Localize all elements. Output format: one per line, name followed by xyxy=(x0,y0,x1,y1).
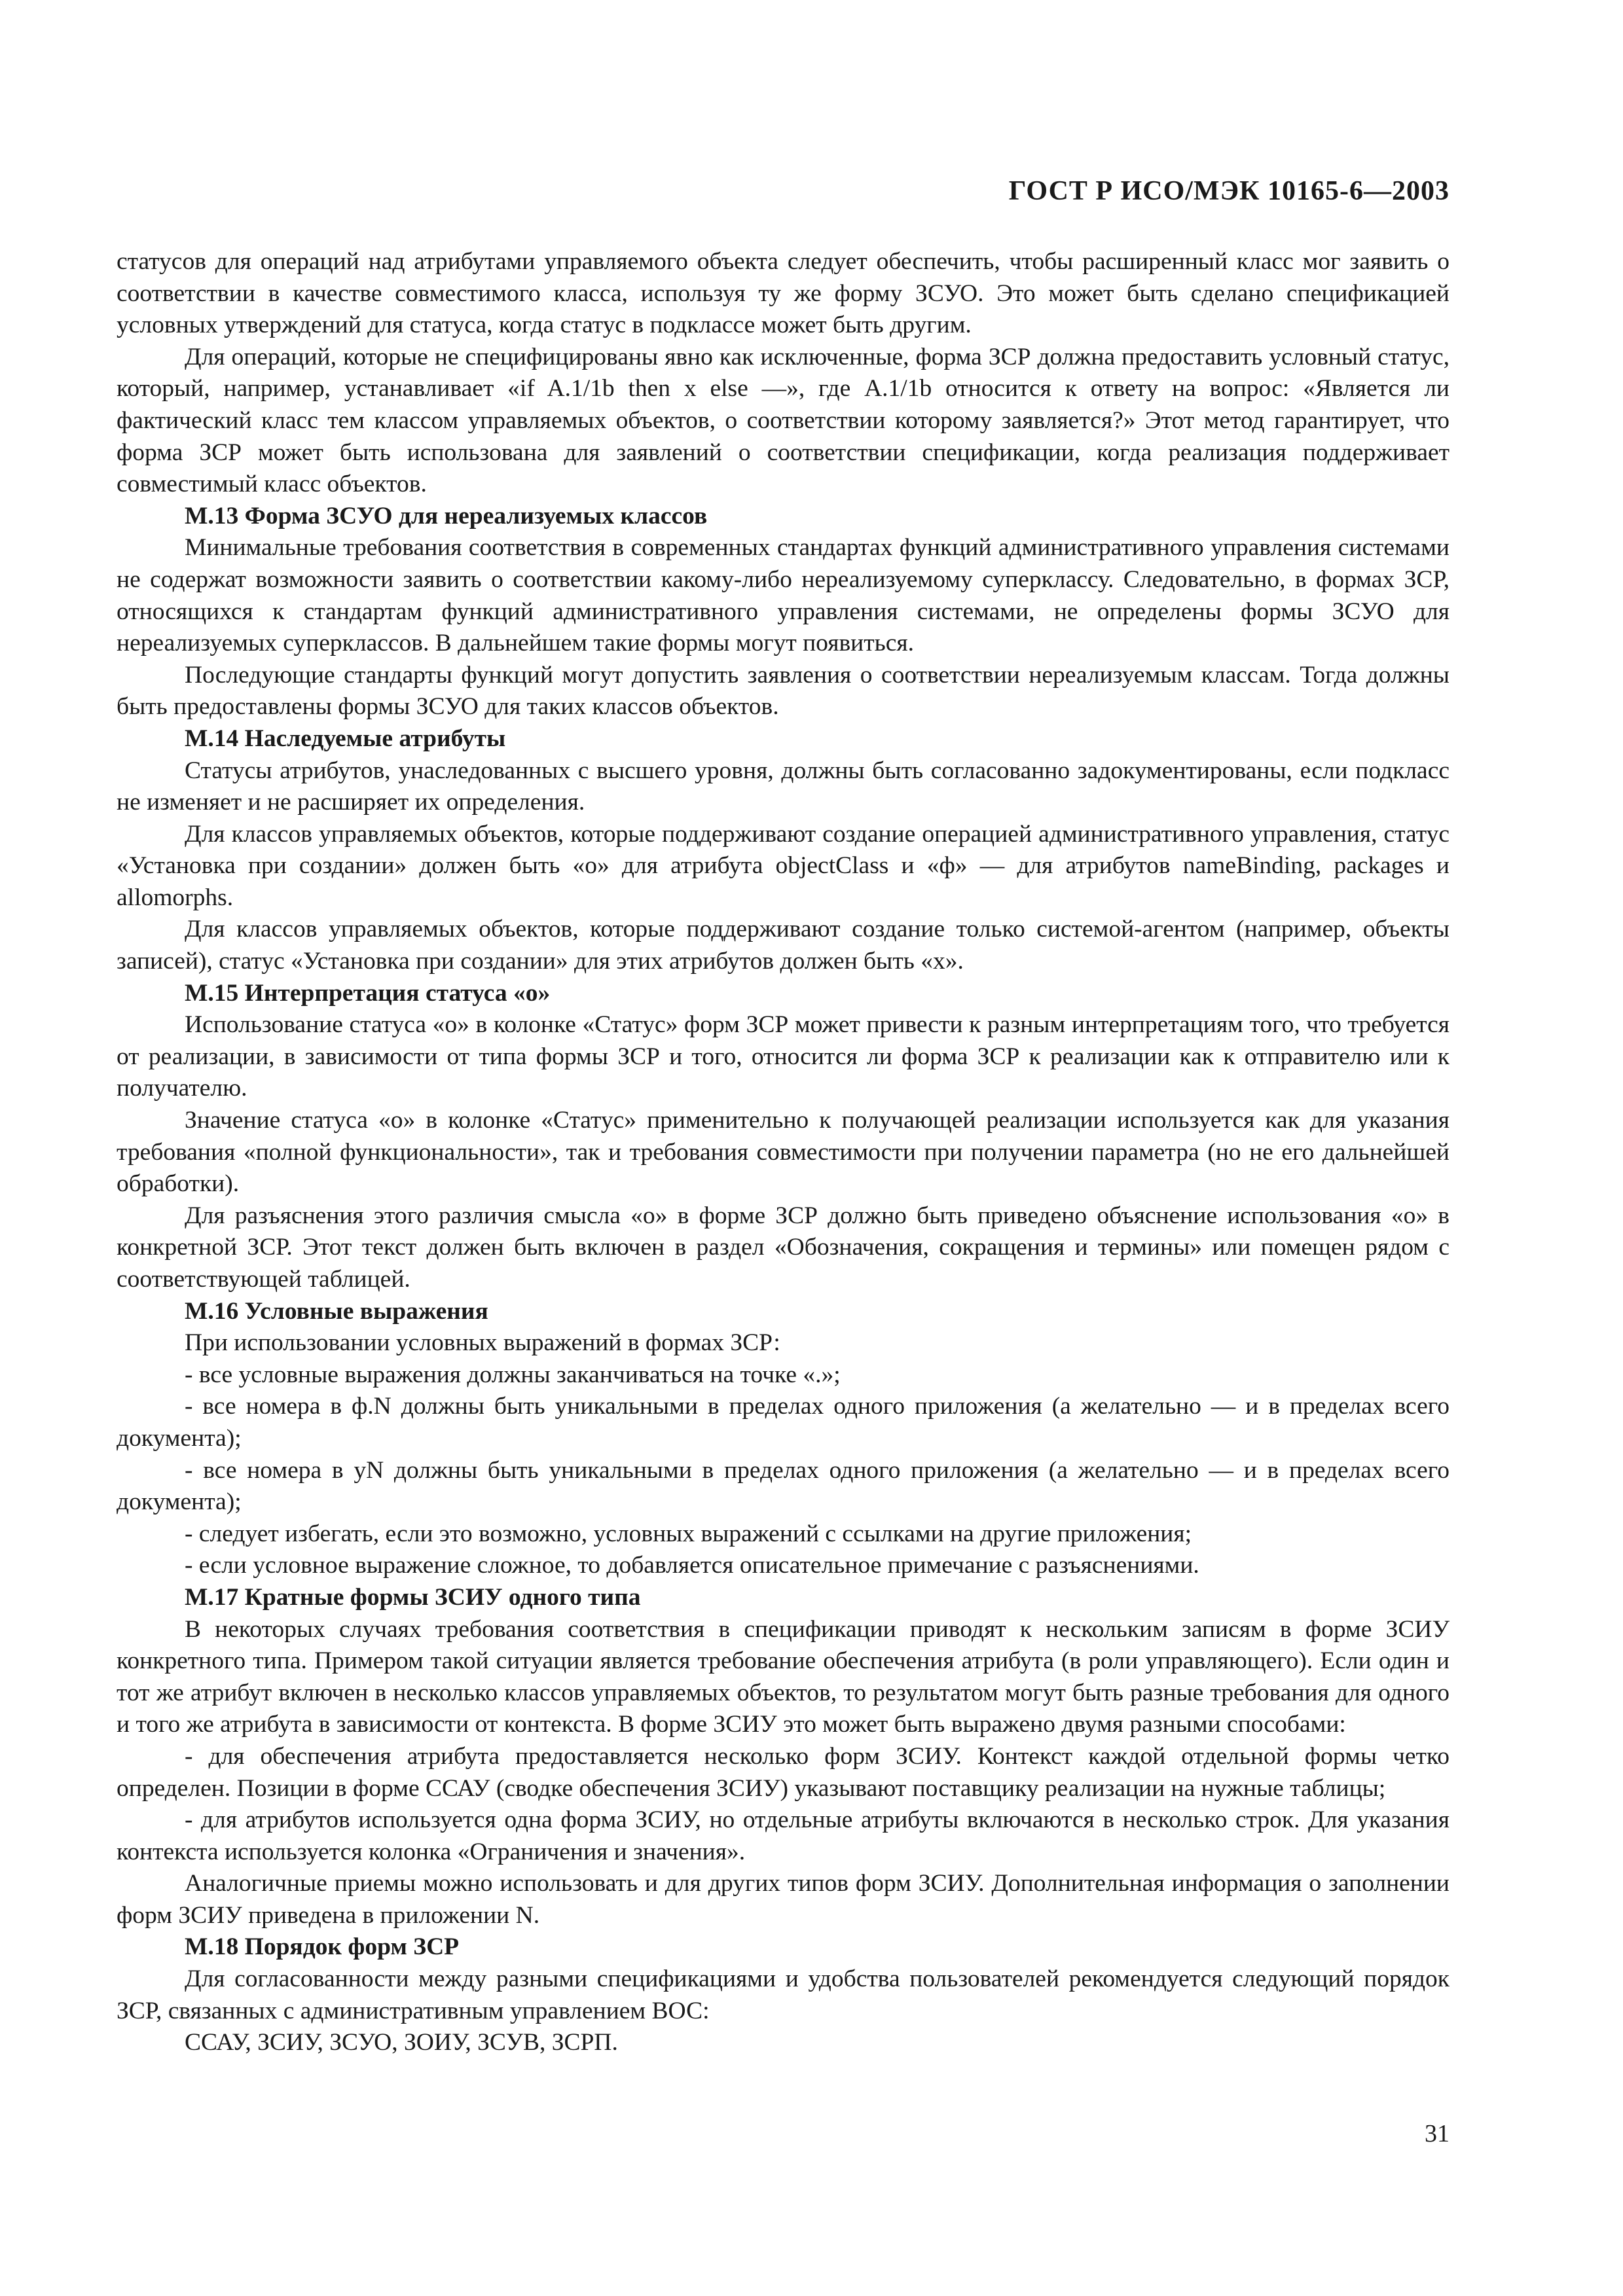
paragraph-continued: статусов для операций над атрибутами управляемого объекта следует обеспечить, чтобы расширенный класс мог заявить о соответствии в качестве совместимого класса, используя ту же форму ЗСУО. Это может быть сделано спецификацией условных утверждений для статуса, когда статус в подклассе может быть другим. xyxy=(117,248,1450,339)
paragraph: При использовании условных выражений в формах ЗСР: xyxy=(185,1329,780,1357)
page-header-standard-code: ГОСТ Р ИСО/МЭК 10165-6—2003 xyxy=(1008,176,1450,206)
paragraph: Для разъяснения этого различия смысла «о» в форме ЗСР должно быть приведено объяснение использования «о» в конкретной ЗСР. Этот текст должен быть включен в раздел «Обозначения, сокращения и термины» или помещен рядом с соответствующей таблицей. xyxy=(117,1202,1450,1293)
page-content xyxy=(117,246,1450,2059)
section-heading-m14: М.14 Наследуемые атрибуты xyxy=(185,725,506,752)
section-heading-m17: М.17 Кратные формы ЗСИУ одного типа xyxy=(185,1583,641,1611)
list-item: - следует избегать, если это возможно, условных выражений с ссылками на другие приложения; xyxy=(185,1520,1192,1547)
page-number: 31 xyxy=(1425,2120,1450,2147)
list-item: - для обеспечения атрибута предоставляется несколько форм ЗСИУ. Контекст каждой отдельной формы четко определен. Позиции в форме ССАУ (сводке обеспечения ЗСИУ) указывают поставщику реализации на нужные таблицы; xyxy=(117,1742,1450,1802)
paragraph: Для классов управляемых объектов, которые поддерживают создание только системой-агентом (например, объекты записей), статус «Установка при создании» для этих атрибутов должен быть «х». xyxy=(117,916,1450,975)
section-heading-m15: М.15 Интерпретация статуса «о» xyxy=(185,979,551,1007)
list-item: - все номера в ф.N должны быть уникальными в пределах одного приложения (а желательно — и в пределах всего документа); xyxy=(117,1393,1450,1452)
paragraph: В некоторых случаях требования соответствия в спецификации приводят к нескольким записям в форме ЗСИУ конкретного типа. Примером такой ситуации является требование обеспечения атрибута (в роли управляющего). Если один и тот же атрибут включен в несколько классов управляемых объектов, то результатом могут быть разные требования для одного и того же атрибута в зависимости от контекста. В форме ЗСИУ это может быть выражено двумя разными способами: xyxy=(117,1615,1450,1738)
section-heading-m13: М.13 Форма ЗСУО для нереализуемых классов xyxy=(185,502,708,529)
paragraph: Аналогичные приемы можно использовать и для других типов форм ЗСИУ. Дополнительная информация о заполнении форм ЗСИУ приведена в приложении N. xyxy=(117,1870,1450,1929)
paragraph: Для классов управляемых объектов, которые поддерживают создание операцией административного управления, статус «Установка при создании» должен быть «о» для атрибута objectClass и «ф» — для атрибутов nameBinding, packages и allomorphs. xyxy=(117,820,1450,911)
paragraph: Статусы атрибутов, унаследованных с высшего уровня, должны быть согласованно задокументированы, если подкласс не изменяет и не расширяет их определения. xyxy=(117,757,1450,816)
paragraph: ССАУ, ЗСИУ, ЗСУО, ЗОИУ, ЗСУВ, ЗСРП. xyxy=(185,2029,618,2056)
list-item: - все условные выражения должны заканчиваться на точке «.»; xyxy=(185,1361,841,1388)
section-heading-m16: М.16 Условные выражения xyxy=(185,1297,488,1325)
paragraph: Последующие стандарты функций могут допустить заявления о соответствии нереализуемым классам. Тогда должны быть предоставлены формы ЗСУО для таких классов объектов. xyxy=(117,661,1450,721)
paragraph: Для операций, которые не специфицированы явно как исключенные, форма ЗСР должна предоставить условный статус, который, например, устанавливает «if A.1/1b then x else —», где A.1/1b относится к ответу на вопрос: «Является ли фактический класс тем классом управляемых объектов, о соответствии которому заявляется?» Этот метод гарантирует, что форма ЗСР может быть использована для заявлений о соответствии спецификации, когда реализация поддерживает совместимый класс объектов. xyxy=(117,343,1450,498)
list-item: - если условное выражение сложное, то добавляется описательное примечание с разъяснениями. xyxy=(185,1552,1199,1579)
list-item: - для атрибутов используется одна форма ЗСИУ, но отдельные атрибуты включаются в несколько строк. Для указания контекста используется колонка «Ограничения и значения». xyxy=(117,1806,1450,1865)
paragraph: Для согласованности между разными спецификациями и удобства пользователей рекомендуется следующий порядок ЗСР, связанных с административным управлением ВОС: xyxy=(117,1965,1450,2024)
paragraph: Минимальные требования соответствия в современных стандартах функций административного управления системами не содержат возможности заявить о соответствии какому-либо нереализуемому суперклассу. Следовательно, в формах ЗСР, относящихся к стандартам функций административного управления системами, не определены формы ЗСУО для нереализуемых суперклассов. В дальнейшем такие формы могут появиться. xyxy=(117,534,1450,657)
paragraph: Значение статуса «о» в колонке «Статус» применительно к получающей реализации используется как для указания требования «полной функциональности», так и требования совместимости при получении параметра (но не его дальнейшей обработки). xyxy=(117,1107,1450,1198)
section-heading-m18: М.18 Порядок форм ЗСР xyxy=(185,1933,460,1961)
list-item: - все номера в yN должны быть уникальными в пределах одного приложения (а желательно — и в пределах всего документа); xyxy=(117,1456,1450,1516)
paragraph: Использование статуса «о» в колонке «Статус» форм ЗСР может привести к разным интерпретациям того, что требуется от реализации, в зависимости от типа формы ЗСР и того, относится ли форма ЗСР к реализации как к отправителю или к получателю. xyxy=(117,1011,1450,1102)
